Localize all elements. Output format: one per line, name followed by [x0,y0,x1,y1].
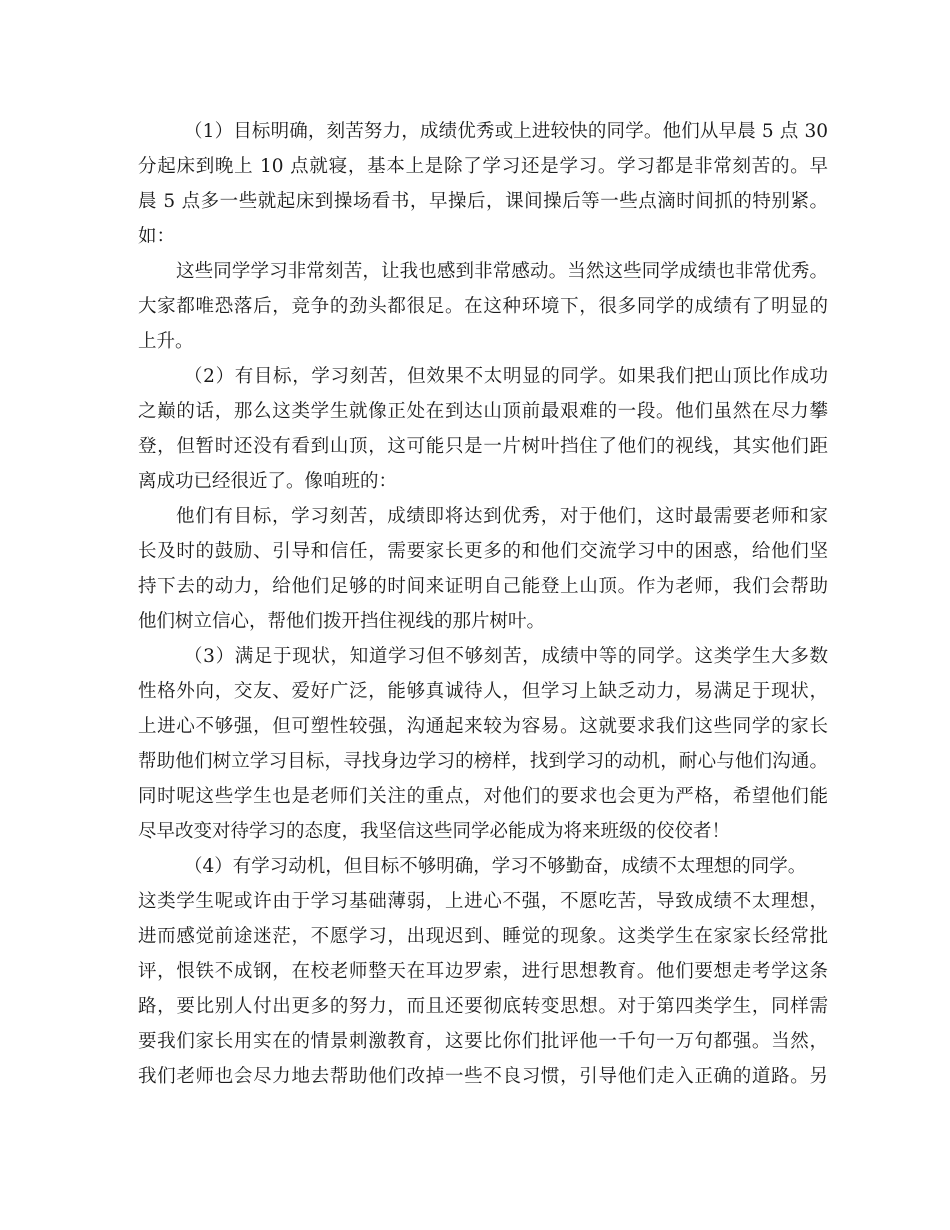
paragraph-6-line: 评，恨铁不成钢，在校老师整天在耳边罗索，进行思想教育。他们要想走考学这条 [138,961,828,982]
body-text [138,114,828,1094]
paragraph-6-line: 我们老师也会尽力地去帮助他们改掉一些不良习惯，引导他们走入正确的道路。另 [138,1066,828,1087]
paragraph-6-line: 要我们家长用实在的情景刺激教育，这要比你们批评他一千句一万句都强。当然， [138,1031,828,1052]
paragraph-5-line: （3）满足于现状，知道学习但不够刻苦，成绩中等的同学。这类学生大多数 [184,646,828,667]
paragraph-6-line: 进而感觉前途迷茫，不愿学习，出现迟到、睡觉的现象。这类学生在家家长经常批 [138,926,828,947]
paragraph-4-line: 他们树立信心，帮他们拨开挡住视线的那片树叶。 [138,611,546,632]
paragraph-5-line: 同时呢这些学生也是老师们关注的重点，对他们的要求也会更为严格，希望他们能 [138,786,828,807]
paragraph-5-line: 性格外向，交友、爱好广泛，能够真诚待人，但学习上缺乏动力，易满足于现状， [138,681,828,702]
paragraph-1-line: 晨 5 点多一些就起床到操场看书，早操后，课间操后等一些点滴时间抓的特别紧。 [138,191,828,212]
paragraph-5-line: 上进心不够强，但可塑性较强，沟通起来较为容易。这就要求我们这些同学的家长 [138,716,828,737]
paragraph-4-line: 持下去的动力，给他们足够的时间来证明自己能登上山顶。作为老师，我们会帮助 [138,576,828,597]
paragraph-3-line: 离成功已经很近了。像咱班的： [138,471,398,492]
paragraph-5-line: 尽早改变对待学习的态度，我坚信这些同学必能成为将来班级的佼佼者！ [138,821,731,842]
paragraph-1-line: 如： [138,226,176,247]
paragraph-6-line: 路，要比别人付出更多的努力，而且还要彻底转变思想。对于第四类学生，同样需 [138,996,828,1017]
paragraph-2-line: 上升。 [138,331,194,352]
paragraph-4-line: 长及时的鼓励、引导和信任，需要家长更多的和他们交流学习中的困惑，给他们坚 [138,541,828,562]
paragraph-1-line: （1）目标明确，刻苦努力，成绩优秀或上进较快的同学。他们从早晨 5 点 30 [184,121,828,142]
paragraph-4-line: 他们有目标，学习刻苦，成绩即将达到优秀，对于他们，这时最需要老师和家 [176,506,828,527]
paragraph-1-line: 分起床到晚上 10 点就寝，基本上是除了学习还是学习。学习都是非常刻苦的。早 [138,156,828,177]
paragraph-3-line: 登，但暂时还没有看到山顶，这可能只是一片树叶挡住了他们的视线，其实他们距 [138,436,828,457]
paragraph-6-line: （4）有学习动机，但目标不够明确，学习不够勤奋，成绩不太理想的同学。 [184,856,807,877]
paragraph-6-line: 这类学生呢或许由于学习基础薄弱，上进心不强，不愿吃苦，导致成绩不太理想， [138,891,828,912]
paragraph-3-line: （2）有目标，学习刻苦，但效果不太明显的同学。如果我们把山顶比作成功 [184,366,828,387]
paragraph-2-line: 大家都唯恐落后，竞争的劲头都很足。在这种环境下，很多同学的成绩有了明显的 [138,296,828,317]
paragraph-5-line: 帮助他们树立学习目标，寻找身边学习的榜样，找到学习的动机，耐心与他们沟通。 [138,751,828,772]
paragraph-2-line: 这些同学学习非常刻苦，让我也感到非常感动。当然这些同学成绩也非常优秀。 [176,261,828,282]
paragraph-3-line: 之巅的话，那么这类学生就像正处在到达山顶前最艰难的一段。他们虽然在尽力攀 [138,401,828,422]
